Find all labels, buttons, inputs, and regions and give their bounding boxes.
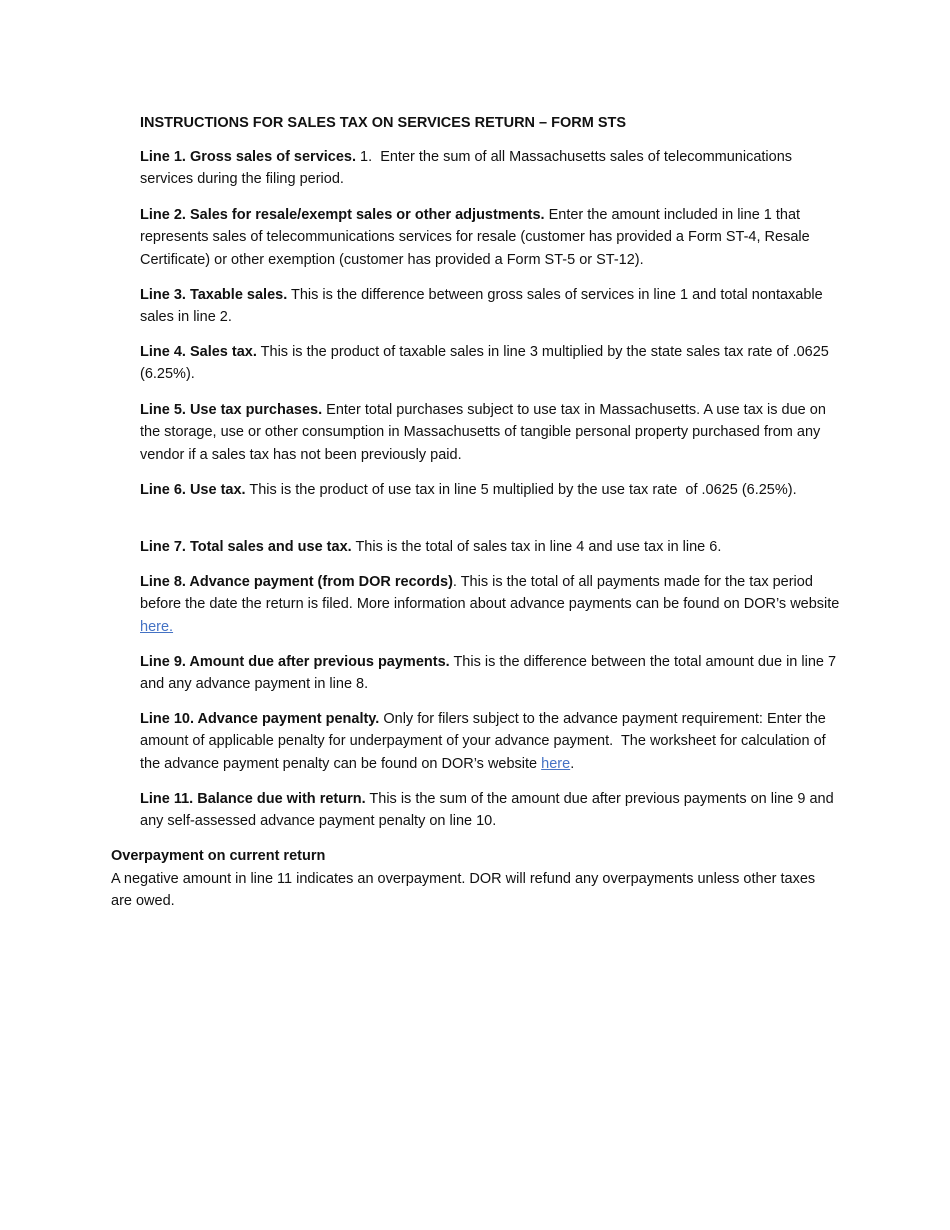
line-4-text: This is the product of taxable sales in line 3 multiplied by the state sales tax rate of .0625 (6.25%). [140,344,829,383]
line-1-text: 1. Enter the sum of all Massachusetts sales of telecommunications services during the filing period. [140,149,793,188]
line-8-heading: Line 8. Advance payment (from DOR records) [140,574,453,590]
line-9-text: This is the difference between the total amount due in line 7 and any advance payment in line 8. [140,654,837,693]
line-11-heading: Line 11. Balance due with return. [140,791,366,807]
line-9-heading: Line 9. Amount due after previous payments. [140,654,450,670]
line-5-text: Enter total purchases subject to use tax in Massachusetts. A use tax is due on the storage, use or other consumption in Massachusetts of tangible personal property purchased from any vendor if a sales tax has not been previously paid. [140,402,826,463]
line-7-text: This is the total of sales tax in line 4 and use tax in line 6. [351,539,722,555]
line-6-heading: Line 6. Use tax. [140,482,246,498]
line-3-heading: Line 3. Taxable sales. [140,287,288,303]
overpayment-heading: Overpayment on current return [111,848,326,864]
penalty-worksheet-link[interactable]: here [541,755,571,772]
line-1-heading: Line 1. Gross sales of services. [140,149,357,165]
line-11-instruction [140,788,840,833]
line-10-text: Only for filers subject to the advance payment requirement: Enter the amount of applicable penalty for underpayment of your advance payment. The worksheet for calculation of the advance payment penalty can be found on DOR’s website [140,711,826,772]
page-title: INSTRUCTIONS FOR SALES TAX ON SERVICES RETURN – FORM STS [140,115,627,131]
line-3-text: This is the difference between gross sales of services in line 1 and total nontaxable sales in line 2. [140,287,823,326]
overpayment-text: A negative amount in line 11 indicates an overpayment. DOR will refund any overpayments unless other taxes are owed. [111,871,816,910]
line-2-instruction [140,204,840,271]
line-2-heading: Line 2. Sales for resale/exempt sales or other adjustments. [140,207,545,223]
line-3-instruction [140,284,840,329]
line-6-text: This is the product of use tax in line 5 multiplied by the use tax rate of .0625 (6.25%). [245,482,797,498]
line-10-instruction [140,708,840,775]
line-9-instruction [140,651,840,696]
line-11-text: This is the sum of the amount due after previous payments on line 9 and any self-assessed advance payment penalty on line 10. [140,791,834,830]
line-8-text: . This is the total of all payments made for the tax period before the date the return is filed. More information about advance payments can be found on DOR’s website [140,574,840,613]
line-5-heading: Line 5. Use tax purchases. [140,402,323,418]
line-10-after: . [570,755,575,772]
line-6-instruction [140,479,840,501]
line-7-heading: Line 7. Total sales and use tax. [140,539,352,555]
line-1-instruction [140,146,840,191]
line-2-text: Enter the amount included in line 1 that represents sales of telecommunications services for resale (customer has provided a Form ST-4, Resale Certificate) or other exemption (customer has provided a Form ST-5 or ST-12). [140,207,810,268]
line-5-instruction [140,399,840,466]
line-7-instruction [140,536,840,558]
line-4-instruction [140,341,840,386]
advance-payments-info-link[interactable]: here. [140,618,174,635]
line-8-instruction [140,571,840,638]
line-4-heading: Line 4. Sales tax. [140,344,257,360]
line-10-heading: Line 10. Advance payment penalty. [140,711,380,727]
